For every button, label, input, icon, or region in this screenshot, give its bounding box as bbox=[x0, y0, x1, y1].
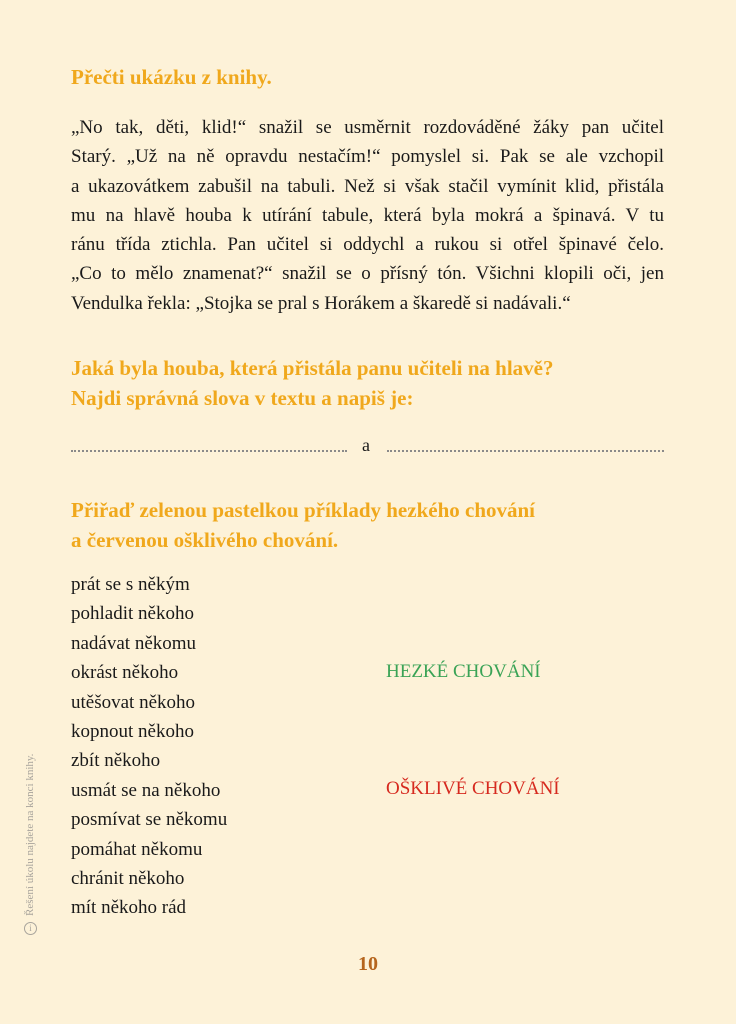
behavior-item[interactable]: pohladit někoho bbox=[71, 603, 194, 625]
behavior-item[interactable]: kopnout někoho bbox=[71, 720, 194, 742]
answer-blank-2[interactable] bbox=[387, 450, 664, 452]
page-number: 10 bbox=[358, 953, 378, 975]
bad-behavior-label[interactable]: OŠKLIVÉ CHOVÁNÍ bbox=[386, 778, 560, 799]
story-line: a ukazovátkem zabušil na tabuli. Než si však stačil vymínit klid, přistála bbox=[71, 175, 664, 197]
behavior-item[interactable]: okrást někoho bbox=[71, 662, 179, 684]
info-icon: i bbox=[24, 922, 37, 935]
question-line-1: Jaká byla houba, která přistála panu učiteli na hlavě? bbox=[71, 356, 554, 380]
reading-heading-text: Přečti ukázku z knihy. bbox=[71, 65, 272, 89]
matching-line-2: a červenou ošklivého chování. bbox=[71, 528, 339, 552]
behavior-item[interactable]: posmívat se někomu bbox=[71, 809, 228, 831]
answer-row bbox=[71, 433, 664, 457]
solution-note-text: Řešení úkolu najdete na konci knihy. bbox=[24, 753, 36, 916]
question-line-2: Najdi správná slova v textu a napiš je: bbox=[71, 386, 414, 410]
story-excerpt bbox=[71, 113, 664, 318]
behavior-item[interactable]: pomáhat někomu bbox=[71, 838, 203, 860]
behavior-list bbox=[71, 570, 227, 923]
story-line: Vendulka řekla: „Stojka se pral s Horákem a škaredě si nadávali.“ bbox=[71, 292, 571, 314]
reading-heading bbox=[71, 62, 272, 92]
story-line: ránu třída ztichla. Pan učitel si oddychl a rukou si otřel špinavé čelo. bbox=[71, 234, 664, 256]
story-line: Starý. „Už na ně opravdu nestačím!“ pomyslel si. Pak se ale vzchopil bbox=[71, 146, 664, 168]
solution-note bbox=[23, 754, 37, 935]
matching-heading bbox=[71, 495, 535, 555]
behavior-item[interactable]: usmát se na někoho bbox=[71, 779, 221, 801]
good-behavior-label[interactable]: HEZKÉ CHOVÁNÍ bbox=[386, 661, 541, 682]
answer-blank-1[interactable] bbox=[71, 450, 347, 452]
behavior-item[interactable]: mít někoho rád bbox=[71, 897, 187, 919]
matching-line-1: Přiřaď zelenou pastelkou příklady hezkého chování bbox=[71, 498, 536, 522]
story-line: „No tak, děti, klid!“ snažil se usměrnit rozdováděné žáky pan učitel bbox=[71, 117, 664, 138]
behavior-item[interactable]: chránit někoho bbox=[71, 867, 185, 889]
behavior-item[interactable]: zbít někoho bbox=[71, 750, 161, 772]
question-heading bbox=[71, 353, 554, 413]
story-line: „Co to mělo znamenat?“ snažil se o přísný tón. Všichni klopili oči, jen bbox=[71, 263, 664, 285]
answer-connector: a bbox=[362, 435, 370, 455]
behavior-item[interactable]: utěšovat někoho bbox=[71, 691, 196, 713]
story-line: mu na hlavě houba k utírání tabule, která byla mokrá a špinavá. V tu bbox=[71, 204, 664, 226]
behavior-item[interactable]: nadávat někomu bbox=[71, 632, 197, 654]
behavior-item[interactable]: prát se s někým bbox=[71, 574, 190, 595]
